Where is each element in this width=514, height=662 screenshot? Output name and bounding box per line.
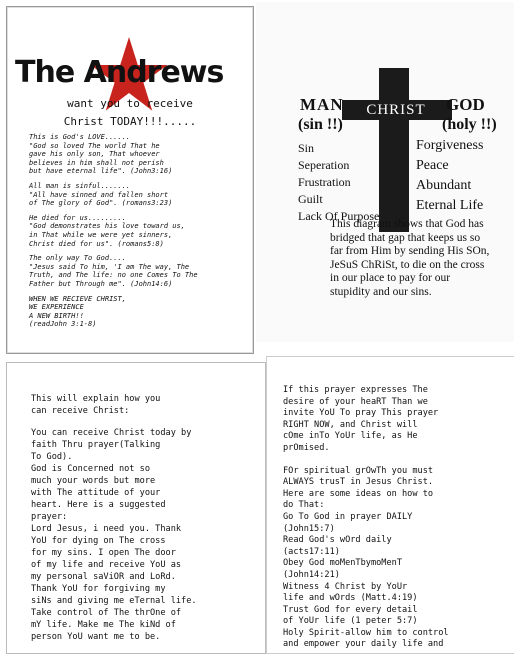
andrews-tract-panel (6, 6, 254, 354)
text-line: in That while we were yet sinners, (29, 230, 173, 239)
text-line: WHEN WE RECIEVE CHRIST, (29, 294, 126, 303)
text-line: God is Concerned not so (31, 464, 150, 474)
text-line: This will explain how you (31, 394, 161, 404)
paragraph (29, 254, 239, 288)
text-line: A NEW BIRTH!! (29, 311, 84, 320)
text-line: (John15:7) (283, 523, 335, 534)
text-line: Witness 4 Christ by YoUr (283, 581, 408, 592)
subtitle-line-1: want you to receive (67, 97, 193, 110)
god-gift-list (416, 136, 483, 216)
paragraph (31, 393, 261, 417)
text-line: Father but Through me". (John14:6) (29, 279, 173, 288)
text-line: "God demonstrates his love toward us, (29, 222, 185, 231)
condition-item: Frustration (298, 175, 351, 189)
text-line: (acts17:11) (283, 546, 340, 557)
paragraph (283, 466, 511, 652)
text-line: Truth, and The life: no one Comes To The (29, 271, 198, 280)
text-line: (readJohn 3:1-8) (29, 320, 97, 329)
text-line: believes in him shall not perish (29, 158, 164, 167)
text-line: To God). (31, 452, 73, 462)
spiritual-growth-text (283, 385, 511, 662)
text-line: prayer: (31, 512, 68, 522)
text-line: my personal saViOR and LoRd. (31, 572, 176, 582)
text-line: of The glory of God". (romans3:23) (29, 199, 173, 208)
tract-body (29, 133, 239, 335)
text-line: with The attitude of your (31, 488, 161, 498)
text-line: can receive Christ: (31, 406, 130, 416)
christ-label: CHRIST (366, 102, 426, 118)
text-line: prOmised. (283, 442, 330, 453)
text-line: Go To God in prayer DAILY (283, 511, 413, 522)
text-line: Trust God for every detail (283, 604, 418, 615)
paragraph (29, 214, 239, 248)
condition-item: Sin (298, 141, 315, 155)
gift-item: Forgiveness (416, 138, 484, 153)
condition-item: Guilt (298, 192, 323, 206)
paragraph (29, 133, 239, 176)
text-line: Holy Spirit-allow him to control (283, 627, 449, 638)
receive-christ-panel (6, 362, 266, 654)
text-line: siNs and giving me eTernal life. (31, 596, 197, 606)
text-line: ALWAYS trusT in Jesus Christ. (283, 477, 434, 488)
text-line: YoU for dying on The cross (31, 536, 166, 546)
gift-item: Abundant (416, 178, 472, 193)
text-line: (John14:21) (283, 569, 340, 580)
text-line: Take control of The thrOne of (31, 608, 182, 618)
text-line: If this prayer expresses The (283, 385, 428, 395)
text-line: All man is sinful....... (29, 181, 131, 190)
receive-christ-text (31, 393, 261, 653)
paragraph (29, 295, 239, 329)
man-label: MAN (300, 95, 344, 114)
paragraph (31, 427, 261, 643)
text-line: of my life and receive YoU as (31, 560, 182, 570)
paragraph (283, 385, 511, 455)
holy-label: (holy !!) (442, 116, 497, 133)
text-line: invite YoU To pray This prayer (283, 408, 439, 419)
condition-item: Lack Of Purpose (298, 209, 380, 223)
text-line: "All have sinned and fallen short (29, 190, 169, 199)
text-line: Christ died for us". (romans5:8) (29, 239, 164, 248)
text-line: but have eternal life". (John3:16) (29, 167, 173, 176)
god-label: GOD (446, 95, 485, 114)
text-line: RIGHT NOW, and Christ will (283, 419, 418, 430)
text-line: Here are some ideas on how to (283, 488, 434, 499)
man-condition-list (298, 140, 379, 225)
text-line: This is God's LOVE...... (29, 133, 131, 141)
text-line: mY life. Make me The kiNd of (31, 620, 176, 630)
text-line: Obey God moMenTbymoMenT (283, 558, 402, 569)
page-title: The Andrews (15, 55, 224, 90)
text-line: of YoUr life (1 peter 5:7) (283, 616, 418, 627)
gift-item: Eternal Life (416, 198, 484, 213)
condition-item: Seperation (298, 158, 350, 172)
cross-icon (379, 68, 409, 232)
text-line: cOme inTo YoUr life, as He (283, 431, 418, 442)
diagram-description: This diagram shows that God has bridged that gap that keeps us so far from Him by sending His SOn, JeSuS ChRiSt, to die on the cross in our place to pay for our stupidity and our sins. (330, 218, 490, 298)
text-line: for my sins. I open The door (31, 548, 176, 558)
text-line: The only way To God.... (29, 254, 126, 263)
text-line: "Jesus said To him, 'I am The way, The (29, 262, 190, 271)
text-line: Lord Jesus, i need you. Thank (31, 524, 182, 534)
text-line: desire of your heaRT Than we (283, 396, 428, 407)
text-line: WE EXPERIENCE (29, 303, 84, 312)
paragraph (29, 182, 239, 208)
bridge-diagram-panel (256, 2, 514, 342)
text-line: faith Thru prayer(Talking (31, 440, 161, 450)
sin-label: (sin !!) (298, 116, 343, 133)
subtitle-line-2: Christ TODAY!!!..... (63, 115, 197, 128)
text-line: heart. Here is a suggested (31, 500, 166, 510)
text-line: do That: (283, 500, 325, 511)
text-line: person YoU want me to be. (31, 632, 161, 642)
text-line: "God so loved The world That he (29, 141, 160, 150)
text-line: much your words but more (31, 476, 156, 486)
text-line: and empower your daily life and (283, 639, 444, 650)
text-line: He died for us......... (29, 213, 126, 222)
text-line: Read God's wOrd daily (283, 535, 392, 546)
text-line: life and wOrds (Matt.4:19) (283, 593, 418, 604)
text-line: gave his only son, That whoever (29, 150, 160, 159)
text-line: Thank YoU for forgiving my (31, 584, 166, 594)
text-line: You can receive Christ today by (31, 428, 192, 438)
spiritual-growth-panel (266, 356, 514, 654)
gift-item: Peace (416, 158, 449, 173)
text-line: FOr spiritual grOwTh you must (283, 465, 434, 476)
